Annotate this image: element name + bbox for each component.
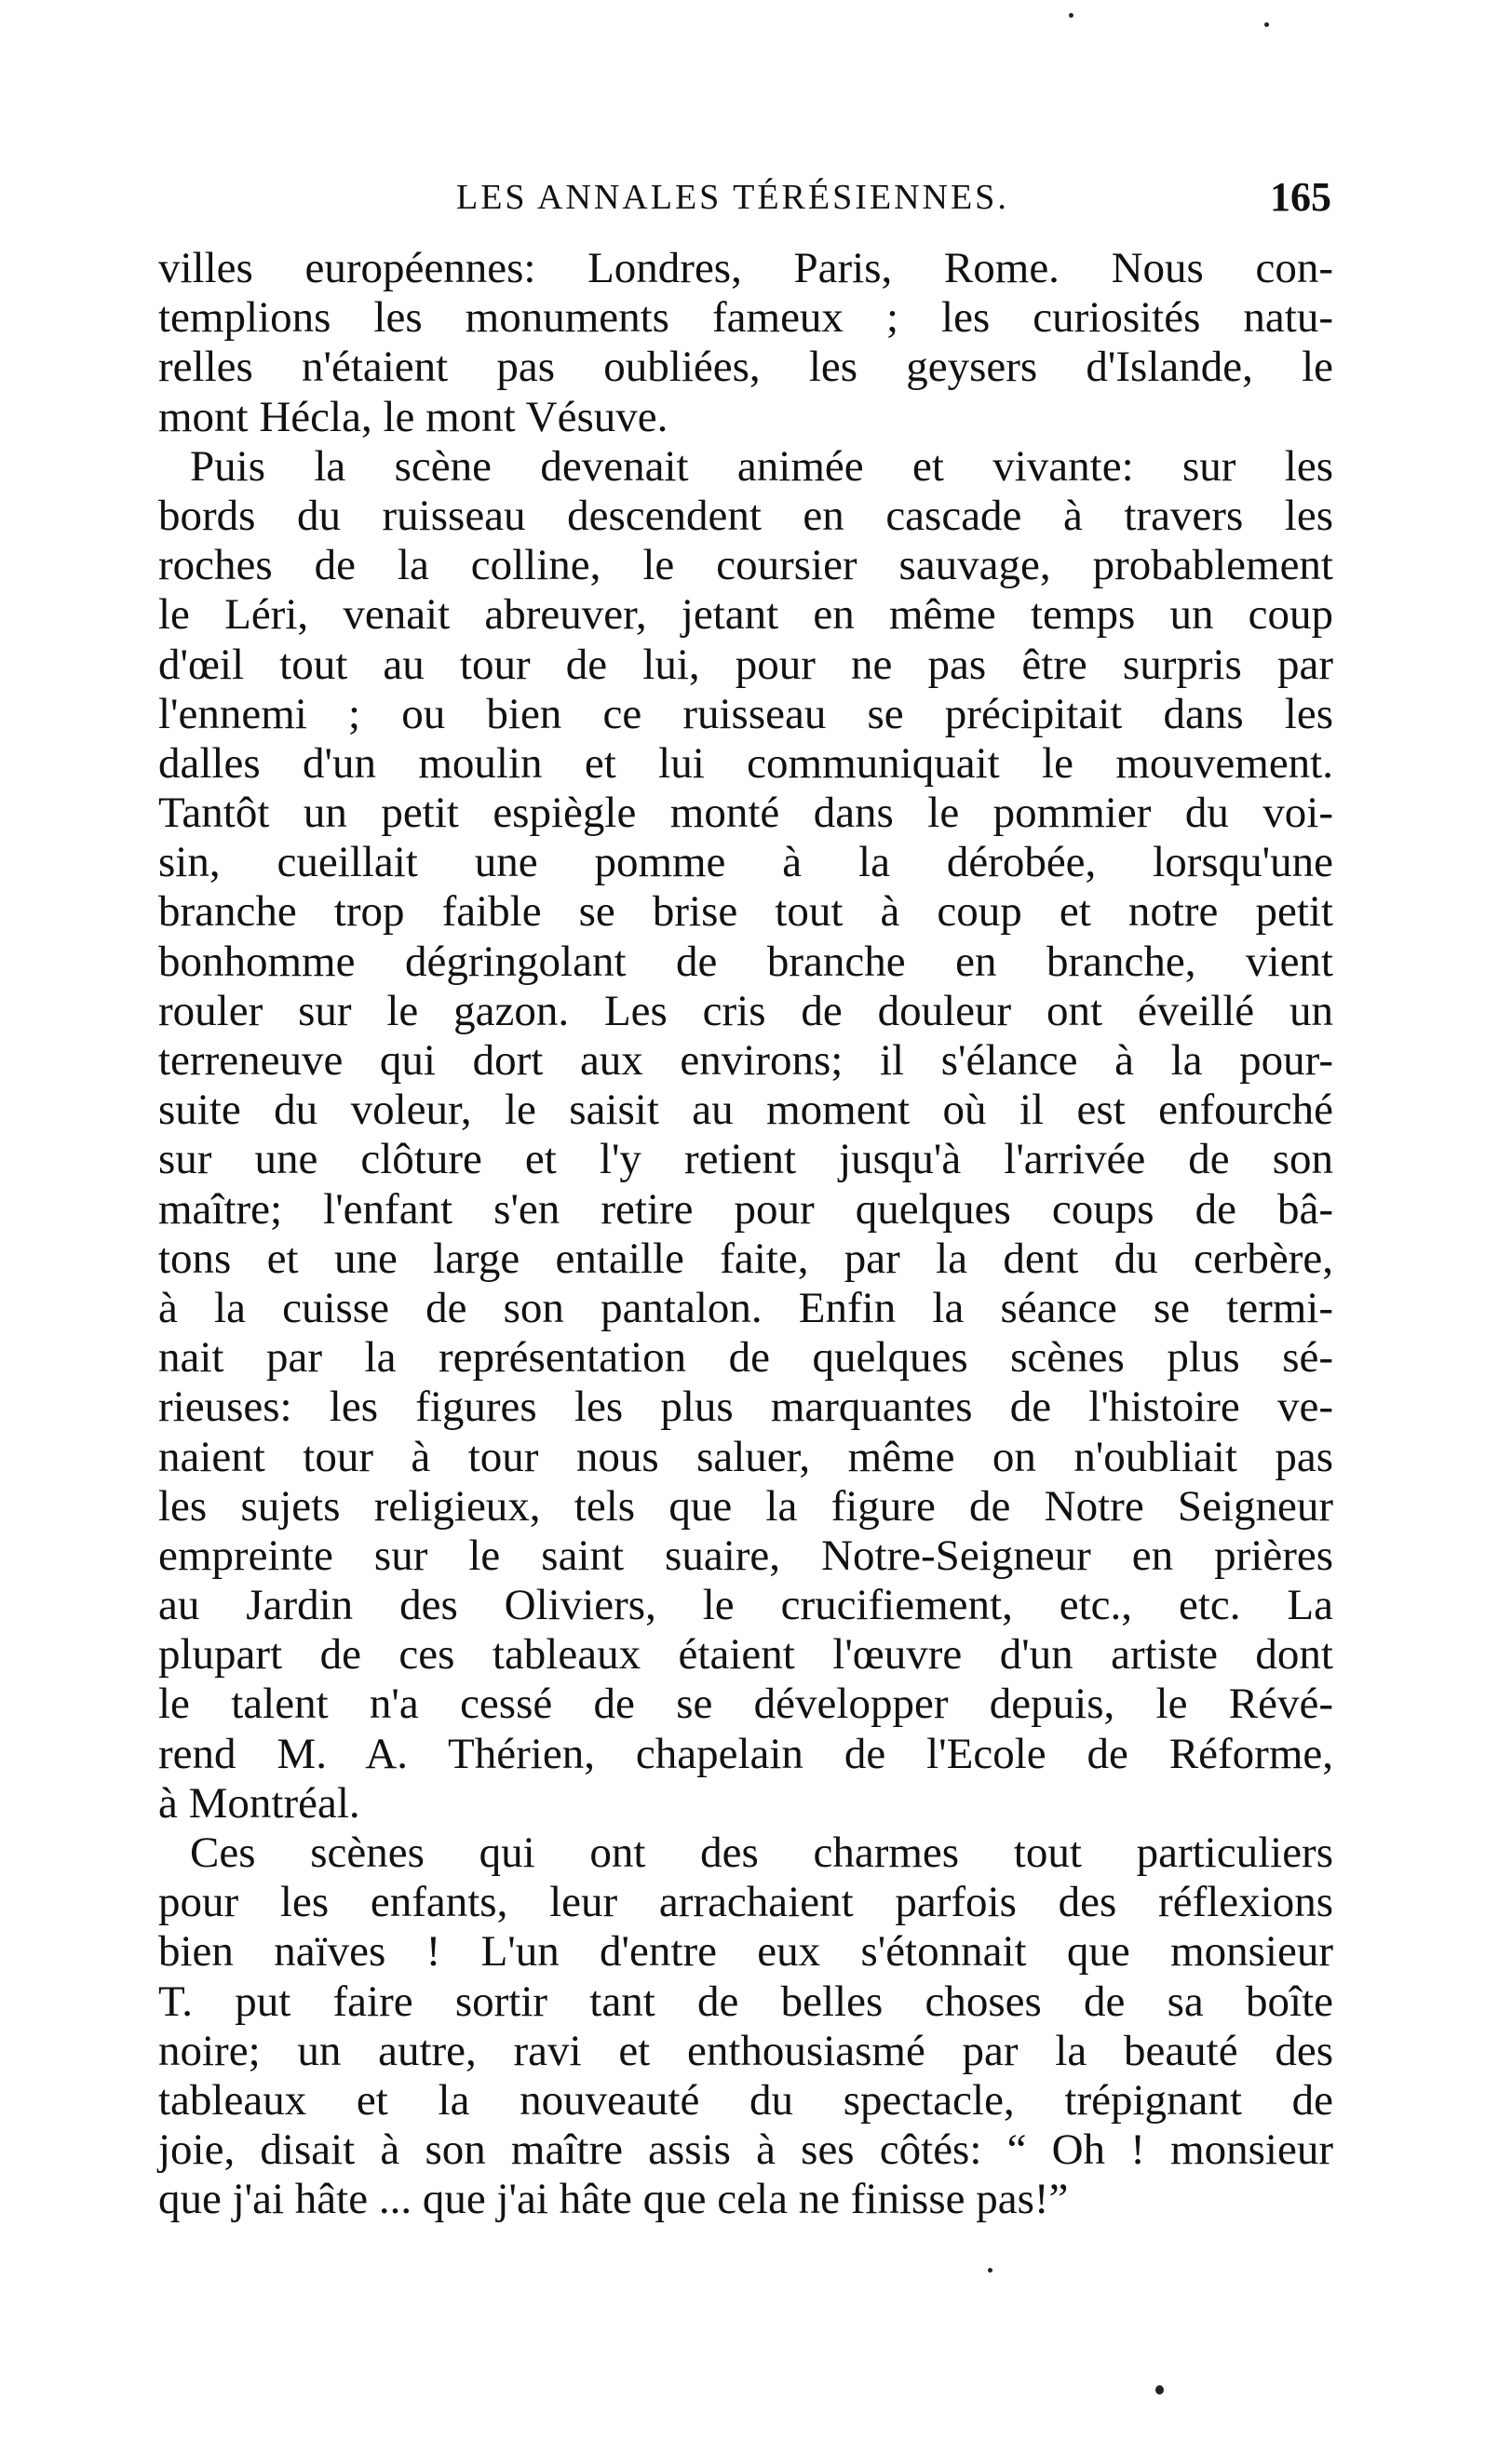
text-line: sin, cueillait une pomme à la dérobée, lorsqu'une <box>158 838 1333 887</box>
text-line: mont Hécla, le mont Vésuve. <box>158 392 668 441</box>
text-line: Ces scènes qui ont des charmes tout particuliers <box>190 1829 1333 1877</box>
text-line: rieuses: les figures les plus marquantes de l'histoire ve- <box>158 1383 1333 1432</box>
print-speck <box>1069 13 1073 18</box>
text-line: à Montréal. <box>158 1778 360 1828</box>
text-line: terreneuve qui dort aux environs; il s'élance à la pour- <box>158 1036 1333 1085</box>
text-line: bords du ruisseau descendent en cascade à travers les <box>158 491 1333 540</box>
text-line: suite du voleur, le saisit au moment où il est enfourché <box>158 1086 1333 1135</box>
text-line: plupart de ces tableaux étaient l'œuvre d'un artiste dont <box>158 1630 1333 1680</box>
paragraph <box>158 442 1333 1829</box>
text-line: au Jardin des Oliviers, le crucifiement, etc., etc. La <box>158 1581 1333 1630</box>
paragraph <box>158 1829 1333 2225</box>
text-line: roches de la colline, le coursier sauvage, probablement <box>158 541 1333 590</box>
text-line: d'œil tout au tour de lui, pour ne pas être surpris par <box>158 640 1333 689</box>
text-line: pour les enfants, leur arrachaient parfois des réflexions <box>158 1878 1333 1927</box>
text-line: tons et une large entaille faite, par la dent du cerbère, <box>158 1234 1333 1283</box>
text-line: empreinte sur le saint suaire, Notre-Seigneur en prières <box>158 1531 1333 1580</box>
text-line: bonhomme dégringolant de branche en branche, vient <box>158 937 1333 986</box>
text-line: villes européennes: Londres, Paris, Rome. Nous con- <box>158 244 1333 292</box>
text-line: naient tour à tour nous saluer, même on n'oubliait pas <box>158 1432 1333 1481</box>
text-line: le Léri, venait abreuver, jetant en même temps un coup <box>158 590 1333 640</box>
print-speck <box>1155 2385 1164 2395</box>
text-line: noire; un autre, ravi et enthousiasmé par la beauté des <box>158 2026 1333 2075</box>
text-line: maître; l'enfant s'en retire pour quelques coups de bâ- <box>158 1184 1333 1234</box>
text-line: branche trop faible se brise tout à coup et notre petit <box>158 887 1333 937</box>
text-line: nait par la représentation de quelques scènes plus sé- <box>158 1333 1333 1383</box>
text-line: T. put faire sortir tant de belles choses de sa boîte <box>158 1977 1333 2026</box>
text-line: les sujets religieux, tels que la figure de Notre Seigneur <box>158 1481 1333 1531</box>
running-title: LES ANNALES TÉRÉSIENNES. <box>456 178 1009 217</box>
text-line: dalles d'un moulin et lui communiquait le mouvement. <box>158 738 1333 788</box>
text-line: rouler sur le gazon. Les cris de douleur ont éveillé un <box>158 986 1333 1035</box>
text-line: Puis la scène devenait animée et vivante: sur les <box>190 441 1333 491</box>
running-head <box>158 169 1331 225</box>
text-line: relles n'étaient pas oubliées, les geysers d'Islande, le <box>158 343 1333 392</box>
body-text <box>158 244 1333 2225</box>
print-speck <box>1264 22 1269 27</box>
text-line: que j'ai hâte ... que j'ai hâte que cela ne finisse pas!” <box>158 2175 1069 2224</box>
text-line: bien naïves ! L'un d'entre eux s'étonnait que monsieur <box>158 1927 1333 1977</box>
text-line: Tantôt un petit espiègle monté dans le pommier du voi- <box>158 789 1333 838</box>
text-line: templions les monuments fameux ; les curiosités natu- <box>158 293 1333 343</box>
text-line: joie, disait à son maître assis à ses côtés: “ Oh ! monsieur <box>158 2125 1333 2175</box>
text-line: tableaux et la nouveauté du spectacle, trépignant de <box>158 2075 1333 2125</box>
text-line: à la cuisse de son pantalon. Enfin la séance se termi- <box>158 1283 1333 1332</box>
text-line: le talent n'a cessé de se développer depuis, le Révé- <box>158 1680 1333 1729</box>
print-speck <box>988 2268 992 2273</box>
text-line: rend M. A. Thérien, chapelain de l'Ecole de Réforme, <box>158 1729 1333 1778</box>
text-line: sur une clôture et l'y retient jusqu'à l'arrivée de son <box>158 1135 1333 1184</box>
page-number: 165 <box>1270 174 1331 220</box>
text-line: l'ennemi ; ou bien ce ruisseau se précipitait dans les <box>158 689 1333 738</box>
paragraph <box>158 244 1333 442</box>
